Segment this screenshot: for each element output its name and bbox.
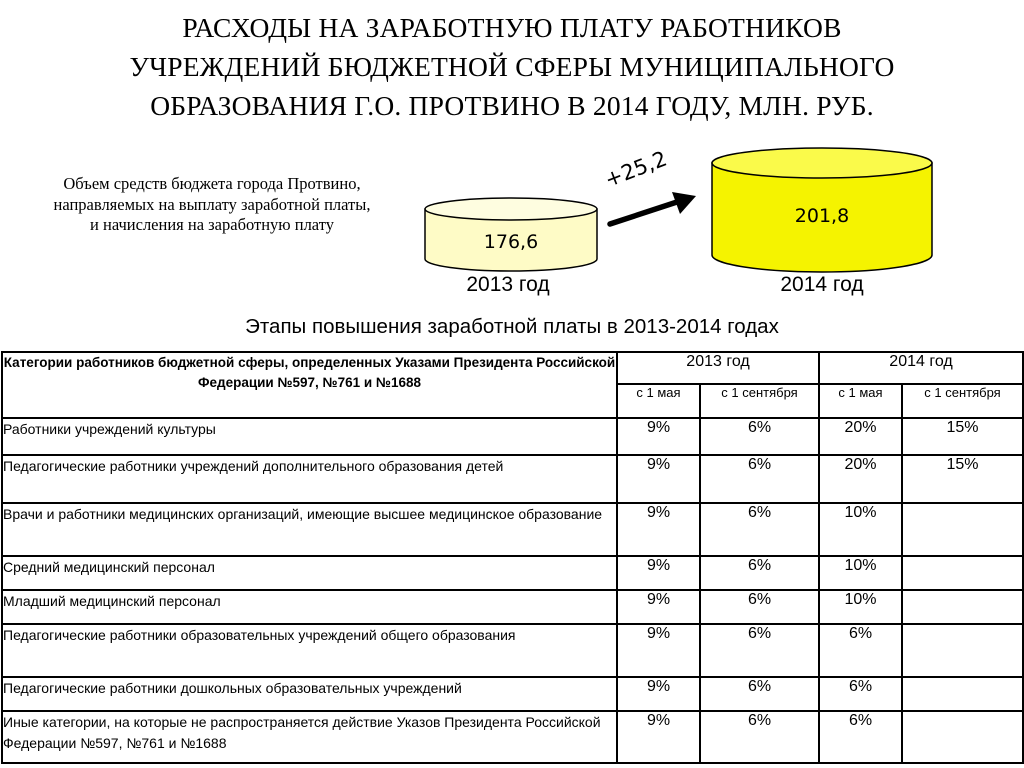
value-cell: 6% [819,711,902,763]
cylinder-2014-top [712,148,932,178]
value-cell: 20% [819,455,902,503]
value-cell: 6% [700,711,819,763]
value-cell [902,677,1023,711]
delta-label: +25,2 [601,146,671,192]
increase-arrow-icon [606,190,698,230]
table-header-row-years [2,352,1023,384]
title-line-1: РАСХОДЫ НА ЗАРАБОТНУЮ ПЛАТУ РАБОТНИКОВ [182,12,842,43]
value-cell: 10% [819,556,902,590]
category-cell: Младший медицинский персонал [2,590,617,624]
value-cell: 9% [617,624,700,677]
table-row [2,590,1023,624]
value-cell [902,590,1023,624]
value-cell: 15% [902,418,1023,455]
value-cell: 6% [700,418,819,455]
category-cell: Врачи и работники медицинских организаций, имеющие высшее медицинское образование [2,503,617,556]
category-cell: Педагогические работники учреждений дополнительного образования детей [2,455,617,503]
category-cell: Работники учреждений культуры [2,418,617,455]
value-cell: 6% [700,590,819,624]
category-cell: Средний медицинский персонал [2,556,617,590]
value-cell: 6% [819,677,902,711]
table-row [2,503,1023,556]
value-cell [902,624,1023,677]
date-header: с 1 сентября [700,384,819,418]
value-cell: 9% [617,590,700,624]
year-label-2014: 2014 год [780,273,864,296]
year-header-2014: 2014 год [819,352,1023,384]
value-cell [902,503,1023,556]
value-cell: 10% [819,590,902,624]
table-row [2,556,1023,590]
value-cell: 6% [700,677,819,711]
table-row [2,455,1023,503]
table-subtitle: Этапы повышения заработной платы в 2013-2014 годах [245,315,779,338]
table-row [2,624,1023,677]
budget-description: Объем средств бюджета города Протвино, направляемых на выплату заработной платы, и начисления на заработную плату [53,174,371,234]
value-cell: 9% [617,503,700,556]
cylinder-2013-value: 176,6 [483,231,539,253]
category-cell: Педагогические работники образовательных учреждений общего образования [2,624,617,677]
value-cell: 15% [902,455,1023,503]
title-line-3: ОБРАЗОВАНИЯ Г.О. ПРОТВИНО В 2014 ГОДУ, МЛН. РУБ. [150,90,874,121]
title-line-2: УЧРЕЖДЕНИЙ БЮДЖЕТНОЙ СФЕРЫ МУНИЦИПАЛЬНОГО [129,51,895,82]
value-cell: 9% [617,677,700,711]
date-header: с 1 мая [819,384,902,418]
value-cell: 20% [819,418,902,455]
value-cell [902,711,1023,763]
page-title [0,8,1024,125]
cylinder-2014-value: 201,8 [794,205,850,227]
value-cell: 9% [617,556,700,590]
value-cell: 9% [617,418,700,455]
table-row [2,711,1023,763]
value-cell: 6% [819,624,902,677]
value-cell: 9% [617,711,700,763]
value-cell: 6% [700,455,819,503]
value-cell: 6% [700,624,819,677]
year-label-2013: 2013 год [466,273,550,296]
value-cell: 6% [700,556,819,590]
value-cell: 6% [700,503,819,556]
table-row [2,677,1023,711]
category-column-header: Категории работников бюджетной сферы, определенных Указами Президента Российской Федерации №597, №761 и №1688 [2,352,617,418]
cylinder-2013-top [425,198,597,220]
category-cell: Иные категории, на которые не распространяется действие Указов Президента Российской Федерации №597, №761 и №1688 [2,711,617,763]
value-cell: 9% [617,455,700,503]
date-header: с 1 мая [617,384,700,418]
table-row [2,418,1023,455]
value-cell: 10% [819,503,902,556]
cylinder-2014 [711,147,933,274]
category-cell: Педагогические работники дошкольных образовательных учреждений [2,677,617,711]
cylinder-2013 [424,197,598,273]
value-cell [902,556,1023,590]
date-header: с 1 сентября [902,384,1023,418]
year-header-2013: 2013 год [617,352,819,384]
salary-increase-table [1,351,1024,764]
